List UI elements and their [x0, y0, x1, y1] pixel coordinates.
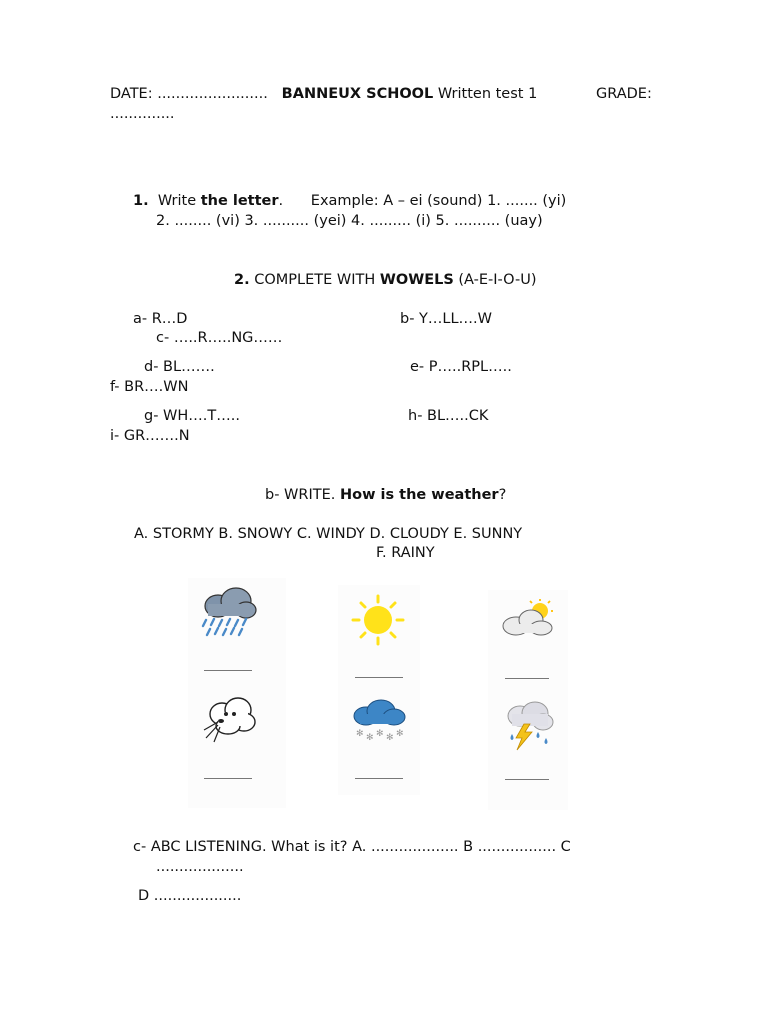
item-i: i- GR…….N — [110, 428, 190, 444]
svg-text:✻: ✻ — [366, 733, 374, 743]
q1-period: . — [278, 193, 284, 209]
test-title: Written test 1 — [433, 86, 538, 102]
q2-tail: (A-E-I-O-U) — [453, 272, 537, 288]
item-c: c- …..R…..NG…… — [156, 330, 283, 346]
item-e: e- P…..RPL….. — [410, 359, 512, 375]
windy-icon — [200, 694, 260, 746]
header-line — [110, 85, 537, 104]
item-g: g- WH….T….. — [144, 408, 240, 424]
q1-write: Write — [157, 193, 201, 209]
item-d: d- BL……. — [144, 359, 215, 375]
q2-bold: WOWELS — [379, 272, 454, 288]
weather-prefix: b- WRITE. — [265, 487, 340, 503]
item-b: b- Y…LL….W — [400, 311, 493, 327]
blank-4[interactable] — [204, 778, 252, 779]
weather-q: ? — [498, 487, 507, 503]
sun-icon — [350, 594, 406, 646]
snow-cloud-icon — [350, 698, 408, 744]
weather-question — [265, 486, 506, 505]
q1-example: Example: A – ei (sound) 1. ....... (yi) — [310, 193, 567, 209]
svg-text:✻: ✻ — [356, 729, 364, 739]
item-a: a- R…D — [133, 311, 188, 327]
question-1 — [133, 192, 566, 211]
blank-1[interactable] — [204, 670, 252, 671]
listening-line1: c- ABC LISTENING. What is it? A. ................... B ................. C — [133, 839, 571, 855]
svg-text:✻: ✻ — [386, 733, 394, 743]
date-label: DATE: ........................ — [110, 86, 268, 102]
weather-bold: How is the weather — [339, 487, 499, 503]
weather-options: A. STORMY B. SNOWY C. WINDY D. CLOUDY E. SUNNY — [134, 526, 523, 542]
q2-text: COMPLETE WITH — [249, 272, 380, 288]
q1-number: 1. — [133, 193, 149, 209]
svg-text:✻: ✻ — [396, 729, 404, 739]
question-2 — [234, 271, 537, 290]
storm-icon — [502, 700, 558, 752]
svg-text:✻: ✻ — [376, 729, 384, 739]
listening-line2: ................... — [156, 859, 244, 875]
q1-line2: 2. ........ (vi) 3. .......... (yei) 4. ......... (i) 5. .......... (uay) — [156, 213, 543, 229]
blank-3[interactable] — [505, 678, 549, 679]
item-f: f- BR….WN — [110, 379, 189, 395]
weather-option-rainy: F. RAINY — [376, 545, 435, 561]
q1-bold: the letter — [200, 193, 279, 209]
item-h: h- BL…..CK — [408, 408, 489, 424]
listening-line3: D ................... — [138, 888, 242, 904]
q2-number: 2. — [234, 272, 250, 288]
blank-6[interactable] — [505, 779, 549, 780]
blank-5[interactable] — [355, 778, 403, 779]
blank-2[interactable] — [355, 677, 403, 678]
school-name: BANNEUX SCHOOL — [281, 86, 434, 102]
grade-dots: .............. — [110, 106, 175, 122]
grade-label: GRADE: — [596, 86, 652, 102]
rain-cloud-icon — [198, 586, 260, 642]
cloudy-icon — [498, 598, 558, 640]
